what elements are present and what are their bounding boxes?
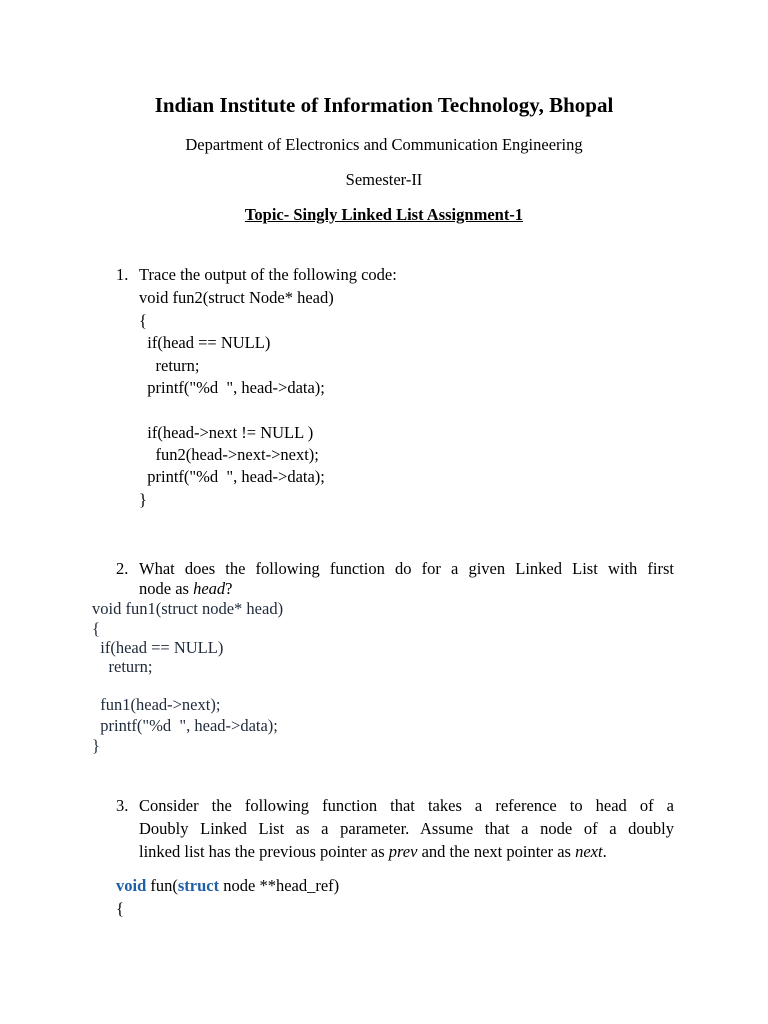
q1-number: 1. (116, 265, 129, 284)
q2-text-line1: What does the following function do for a given Linked List with first (139, 559, 674, 578)
department-line: Department of Electronics and Communication Engineering (185, 135, 583, 154)
q2-code-line: { (92, 619, 100, 638)
q1-text: Trace the output of the following code: (139, 265, 397, 284)
q3-code-brace: { (116, 899, 124, 918)
q3-text-line1: Consider the following function that takes a reference to head of a (139, 796, 674, 815)
q2-number: 2. (116, 559, 129, 578)
q1-code-line: printf("%d ", head->data); (139, 467, 325, 486)
semester-line: Semester-II (345, 170, 423, 189)
document-title: Indian Institute of Information Technology, Bhopal (154, 93, 614, 117)
q2-code-line: } (92, 736, 100, 755)
q3-text-line2: Doubly Linked List as a parameter. Assume that a node of a doubly (139, 819, 674, 838)
q3-code-signature: void fun(struct node **head_ref) (116, 876, 340, 895)
q1-code-line: } (139, 490, 147, 509)
q1-code-line: if(head == NULL) (139, 333, 271, 352)
q1-code-line: printf("%d ", head->data); (139, 378, 325, 397)
q3-text-line3: linked list has the previous pointer as prev and the next pointer as next. (139, 842, 607, 861)
q1-code-line: return; (139, 356, 200, 375)
q2-code-line: if(head == NULL) (92, 638, 224, 657)
q1-code-line: if(head->next != NULL ) (139, 423, 314, 442)
topic-heading: Topic- Singly Linked List Assignment-1 (244, 205, 524, 224)
q3-number: 3. (116, 796, 129, 815)
q1-code-line: { (139, 311, 147, 330)
q1-code-line: fun2(head->next->next); (139, 445, 319, 464)
q2-code-line: void fun1(struct node* head) (92, 599, 284, 618)
q2-code-line: fun1(head->next); (92, 695, 221, 714)
q2-code-line: return; (92, 657, 153, 676)
q1-code-line: void fun2(struct Node* head) (139, 288, 334, 307)
q2-text-line2: node as head? (139, 579, 233, 598)
q2-code-line: printf("%d ", head->data); (92, 716, 278, 735)
